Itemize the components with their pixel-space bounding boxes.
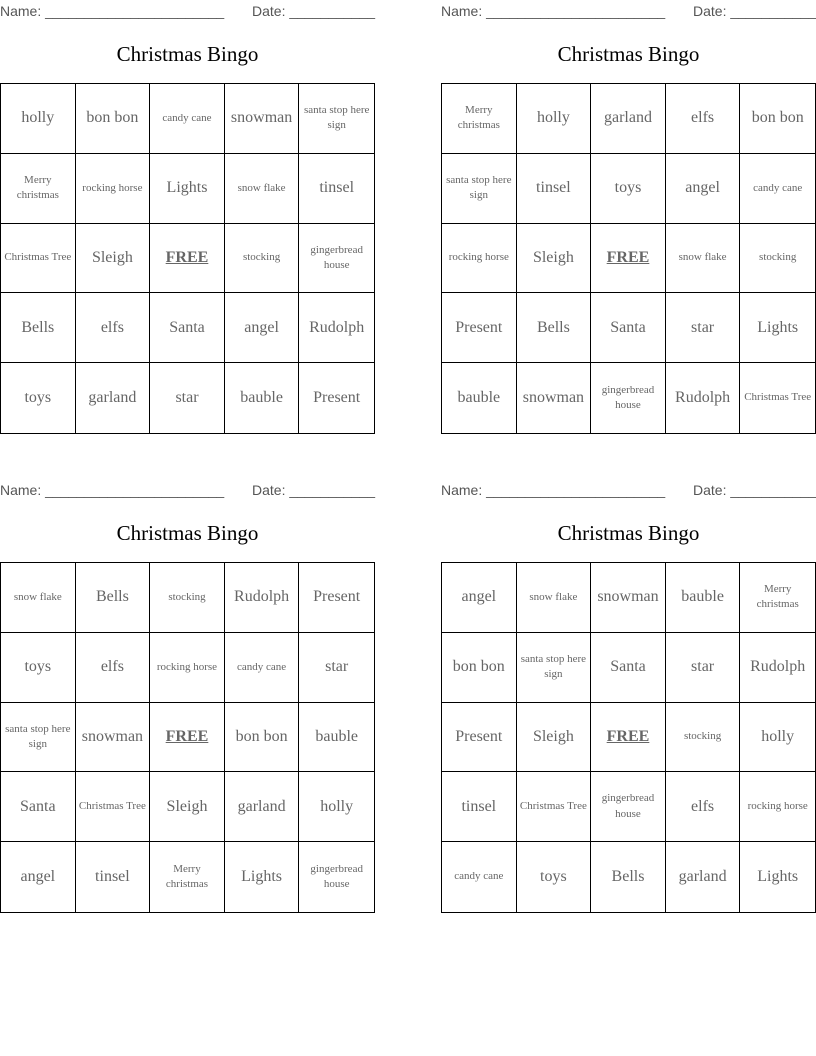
bingo-cell: snowman	[591, 563, 666, 633]
bingo-cell: garland	[666, 842, 741, 912]
name-field-label: Name: _______________________	[0, 3, 225, 19]
bingo-cell: stocking	[150, 563, 225, 633]
bingo-cell: bon bon	[442, 633, 517, 703]
bingo-cell: bauble	[225, 363, 300, 433]
bingo-cell: Bells	[76, 563, 151, 633]
bingo-cell: elfs	[76, 293, 151, 363]
bingo-cell: Merry christmas	[150, 842, 225, 912]
date-field-label: Date: ___________	[693, 482, 816, 498]
free-space-cell: FREE	[150, 703, 225, 773]
bingo-cell: toys	[517, 842, 592, 912]
bingo-cell: snow flake	[666, 224, 741, 294]
bingo-cell: gingerbread house	[591, 363, 666, 433]
free-space-cell: FREE	[591, 703, 666, 773]
name-field-label: Name: _______________________	[0, 482, 225, 498]
bingo-cell: stocking	[225, 224, 300, 294]
bingo-cell: tinsel	[76, 842, 151, 912]
bingo-cell: Rudolph	[740, 633, 815, 703]
bingo-cell: elfs	[666, 84, 741, 154]
bingo-cell: Present	[313, 388, 361, 406]
bingo-cell: snowman	[76, 703, 151, 773]
bingo-cell: candy cane	[740, 154, 815, 224]
bingo-cell: holly	[517, 84, 592, 154]
bingo-cell: bauble	[666, 563, 741, 633]
bingo-cell: Rudolph	[666, 363, 741, 433]
bingo-cell: garland	[591, 84, 666, 154]
bingo-cell: holly	[740, 703, 815, 773]
bingo-cell: candy cane	[150, 84, 225, 154]
bingo-cell: stocking	[666, 703, 741, 773]
bingo-cell: Merry christmas	[740, 563, 815, 633]
bingo-cell: rocking horse	[150, 633, 225, 703]
bingo-card	[0, 479, 375, 915]
bingo-cell: holly	[1, 84, 76, 154]
bingo-card	[0, 0, 375, 436]
bingo-cell: snow flake	[1, 563, 76, 633]
bingo-cell: Santa	[591, 293, 666, 363]
bingo-cell: rocking horse	[442, 224, 517, 294]
bingo-cell: toys	[591, 154, 666, 224]
bingo-cell: angel	[1, 842, 76, 912]
bingo-cell: snowman	[225, 84, 300, 154]
bingo-cell: Sleigh	[517, 703, 592, 773]
bingo-grid	[441, 562, 816, 913]
bingo-cell: Lights	[225, 842, 300, 912]
bingo-cell: Lights	[150, 154, 225, 224]
bingo-cell: angel	[666, 154, 741, 224]
bingo-cell: gingerbread house	[591, 772, 666, 842]
bingo-cell: Sleigh	[517, 224, 592, 294]
bingo-cell: stocking	[740, 224, 815, 294]
bingo-cell: candy cane	[225, 633, 300, 703]
bingo-cell: tinsel	[299, 154, 374, 224]
bingo-cell: Rudolph	[299, 293, 374, 363]
bingo-cell: toys	[1, 363, 76, 433]
date-field-label: Date: ___________	[252, 3, 375, 19]
bingo-cell: star	[666, 633, 741, 703]
bingo-grid	[0, 83, 375, 434]
bingo-cell: bauble	[442, 363, 517, 433]
bingo-cell: bauble	[299, 703, 374, 773]
bingo-cell: Bells	[517, 293, 592, 363]
bingo-cell: gingerbread house	[310, 862, 363, 891]
bingo-cell: Present	[442, 703, 517, 773]
bingo-cell: Sleigh	[76, 224, 151, 294]
bingo-cell: Present	[442, 293, 517, 363]
bingo-card	[441, 479, 816, 915]
bingo-card	[441, 0, 816, 436]
card-title: Christmas Bingo	[116, 521, 259, 545]
bingo-cell: Christmas Tree	[76, 772, 151, 842]
bingo-cell: tinsel	[517, 154, 592, 224]
bingo-cell: Sleigh	[150, 772, 225, 842]
bingo-cell: tinsel	[442, 772, 517, 842]
bingo-cell: holly	[299, 772, 374, 842]
bingo-cell: Present	[299, 563, 374, 633]
bingo-cell: Rudolph	[225, 563, 300, 633]
name-field-label: Name: _______________________	[441, 482, 666, 498]
bingo-cell: candy cane	[442, 842, 517, 912]
bingo-cell: elfs	[76, 633, 151, 703]
bingo-cell: elfs	[666, 772, 741, 842]
bingo-cell: Santa	[1, 772, 76, 842]
bingo-cell: santa stop here sign	[1, 703, 76, 773]
bingo-cell: star	[299, 633, 374, 703]
bingo-cell: Santa	[591, 633, 666, 703]
bingo-cell: gingerbread house	[299, 224, 374, 294]
card-title: Christmas Bingo	[557, 42, 700, 66]
bingo-cell: Bells	[1, 293, 76, 363]
bingo-cell: star	[150, 363, 225, 433]
bingo-cell: snowman	[517, 363, 592, 433]
bingo-grid	[0, 562, 375, 913]
card-title: Christmas Bingo	[116, 42, 259, 66]
bingo-grid	[441, 83, 816, 434]
bingo-cell: Christmas Tree	[744, 391, 812, 404]
bingo-cell: bon bon	[225, 703, 300, 773]
bingo-cell: rocking horse	[76, 154, 151, 224]
card-title: Christmas Bingo	[557, 521, 700, 545]
bingo-cell: garland	[76, 363, 151, 433]
bingo-cell: bon bon	[740, 84, 815, 154]
bingo-cell: Lights	[757, 867, 799, 885]
date-field-label: Date: ___________	[252, 482, 375, 498]
bingo-cell: angel	[225, 293, 300, 363]
date-field-label: Date: ___________	[693, 3, 816, 19]
bingo-cell: santa stop here sign	[442, 154, 517, 224]
bingo-cell: Christmas Tree	[517, 772, 592, 842]
free-space-cell: FREE	[150, 224, 225, 294]
bingo-cell: angel	[442, 563, 517, 633]
free-space-cell: FREE	[591, 224, 666, 294]
bingo-cell: toys	[1, 633, 76, 703]
bingo-cell: Lights	[740, 293, 815, 363]
name-field-label: Name: _______________________	[441, 3, 666, 19]
bingo-cell: Bells	[591, 842, 666, 912]
bingo-cell: Merry christmas	[442, 84, 517, 154]
bingo-cell: bon bon	[76, 84, 151, 154]
bingo-cell: garland	[225, 772, 300, 842]
bingo-cell: Christmas Tree	[1, 224, 76, 294]
bingo-cell: Santa	[150, 293, 225, 363]
bingo-cell: star	[666, 293, 741, 363]
bingo-cell: santa stop here sign	[299, 84, 374, 154]
bingo-cell: rocking horse	[740, 772, 815, 842]
bingo-cell: snow flake	[225, 154, 300, 224]
bingo-cell: Merry christmas	[1, 154, 76, 224]
bingo-cell: santa stop here sign	[517, 633, 592, 703]
bingo-cell: snow flake	[517, 563, 592, 633]
